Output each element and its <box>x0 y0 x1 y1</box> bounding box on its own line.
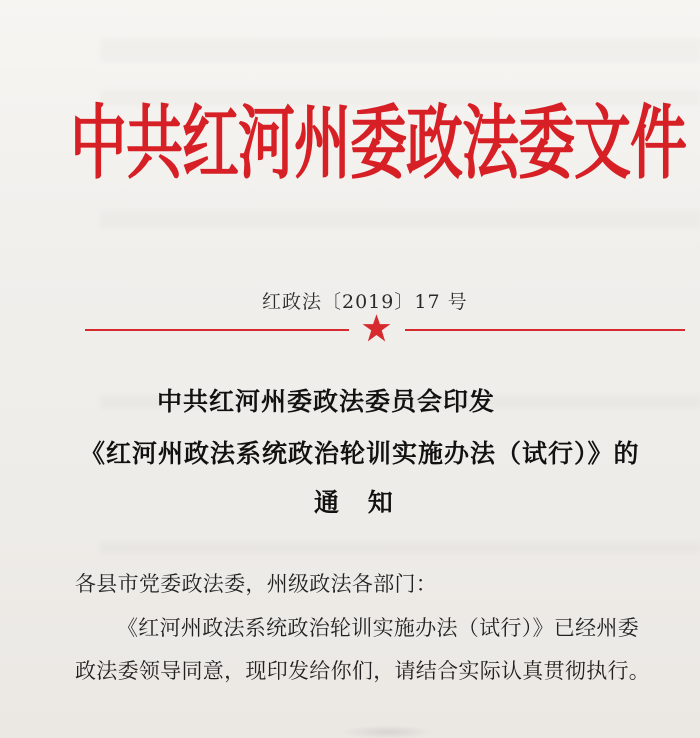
background-bleed-through <box>100 210 700 228</box>
header-rule-left <box>85 329 349 331</box>
background-bleed-through <box>100 542 700 554</box>
header-rule-right <box>405 329 685 331</box>
notice-title-line-1: 中共红河州委政法委员会印发 <box>157 387 496 416</box>
red-star-icon <box>361 313 392 344</box>
document-header-title: 中共红河州委政法委文件 <box>70 95 686 192</box>
notice-title-line-3: 通 知 <box>314 488 403 517</box>
notice-title-line-2: 《红河州政法系统政治轮训实施办法（试行）》的 <box>80 439 640 468</box>
body-paragraph-line-2: 政法委领导同意，现印发给你们，请结合实际认真贯彻执行。 <box>75 659 651 683</box>
salutation: 各县市党委政法委，州级政法各部门： <box>75 572 438 596</box>
background-bleed-through <box>100 38 700 62</box>
document-number: 红政法〔2019〕17 号 <box>262 291 468 313</box>
bottom-shadow <box>340 725 435 738</box>
body-paragraph-line-1: 《红河州政法系统政治轮训实施办法（试行）》已经州委 <box>117 616 639 640</box>
